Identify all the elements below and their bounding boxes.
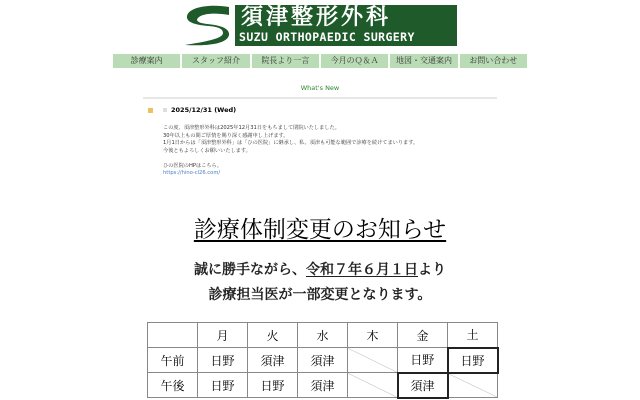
news-date-row	[148, 106, 236, 114]
table-row	[148, 373, 498, 398]
news-body	[163, 125, 418, 178]
closed-cell	[448, 373, 498, 398]
news-line: 1月1日からは「須津整形外科」は「ひの医院」に継承し、私、須津も可能な範囲で診療を続けてまいります。	[163, 140, 419, 146]
logo-japanese-name: 須津整形外科	[241, 5, 392, 30]
logo-s-mark-icon	[183, 5, 231, 46]
logo[interactable]	[235, 5, 457, 46]
day-header: 土	[448, 323, 498, 348]
news-date: 2025/12/31 (Wed)	[171, 106, 237, 114]
corner-cell	[148, 323, 198, 348]
schedule-cell: 日野	[198, 348, 248, 373]
main-nav	[113, 54, 527, 68]
schedule-cell: 須津	[298, 348, 348, 373]
nav-item-monthly-qa[interactable]: 今月のＱ＆Ａ	[321, 54, 388, 68]
schedule-table	[147, 322, 499, 399]
logo-english-name: SUZU ORTHOPAEDIC SURGERY	[239, 30, 415, 44]
schedule-cell: 日野	[248, 373, 298, 398]
notice-title-text: 診療体制変更のお知らせ	[193, 217, 447, 243]
divider	[143, 97, 497, 99]
hino-clinic-link[interactable]: https://hino-cl26.com/	[163, 170, 221, 176]
schedule-cell-highlighted: 須津	[398, 373, 448, 398]
closed-cell	[348, 348, 398, 373]
bullet-icon	[148, 108, 153, 113]
nav-item-contact[interactable]: お問い合わせ	[460, 54, 527, 68]
day-header: 月	[198, 323, 248, 348]
day-header: 水	[298, 323, 348, 348]
news-line: この度、須津整形外科は2025年12月31日をもちまして閉院いたしました。	[163, 125, 340, 131]
day-header: 火	[248, 323, 298, 348]
table-header-row	[148, 323, 498, 348]
whats-new-heading: What's New	[300, 84, 340, 92]
schedule-cell-highlighted: 日野	[448, 348, 498, 373]
notice-title	[0, 216, 640, 244]
notice-date: 令和７年６月１日	[306, 262, 418, 278]
day-header: 木	[348, 323, 398, 348]
nav-item-staff[interactable]: スタッフ紹介	[182, 54, 249, 68]
schedule-cell: 須津	[298, 373, 348, 398]
schedule-cell: 日野	[198, 373, 248, 398]
notice-line-1	[0, 259, 640, 279]
table-row	[148, 348, 498, 373]
nav-item-access[interactable]: 地図・交通案内	[390, 54, 457, 68]
closed-cell	[348, 373, 398, 398]
row-label: 午前	[148, 348, 198, 373]
news-line: 30年以上もの間ご厚情を賜り深く感謝申し上げます。	[163, 132, 289, 139]
news-link-intro: ひの医院のHPはこちら。	[163, 162, 222, 169]
schedule-cell: 須津	[248, 348, 298, 373]
notice-text: 誠に勝手ながら、	[194, 262, 306, 278]
news-line: 今後ともよろしくお願いいたします。	[163, 147, 251, 154]
notice-text: より	[418, 262, 446, 278]
day-header: 金	[398, 323, 448, 348]
notice-line-2: 診療担当医が一部変更となります。	[208, 287, 432, 303]
schedule-cell: 日野	[398, 348, 448, 373]
row-label: 午後	[148, 373, 198, 398]
nav-item-director-message[interactable]: 院長より一言	[252, 54, 319, 68]
square-icon	[163, 108, 167, 112]
nav-item-clinic-info[interactable]: 診療案内	[113, 54, 180, 68]
